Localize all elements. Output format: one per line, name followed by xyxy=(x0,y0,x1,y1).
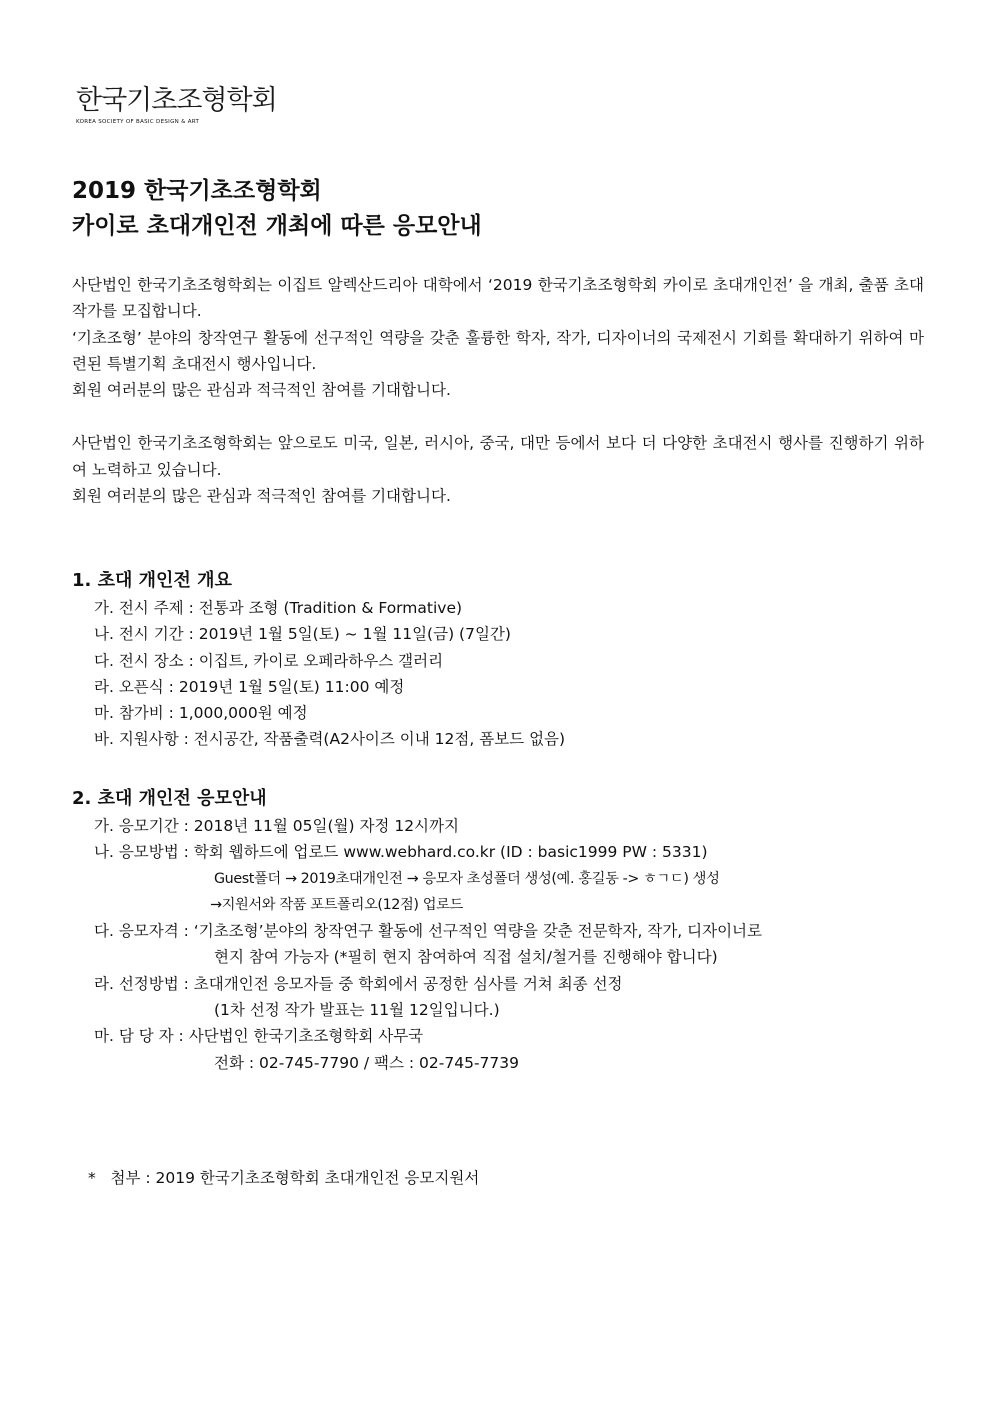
society-logo xyxy=(76,86,277,126)
list-item xyxy=(94,839,762,865)
item-value: 2019년 1월 5일(토) 11:00 예정 xyxy=(178,677,405,696)
item-label: 가. 응모기간 : xyxy=(94,817,194,835)
title-line-1: 2019 한국기초조형학회 xyxy=(72,178,322,204)
item-value: ‘기초조형’분야의 창작연구 활동에 선구적인 역량을 갖춘 전문학자, 작가, 디자이너로 xyxy=(193,922,763,941)
list-item xyxy=(94,1023,762,1049)
item-continuation: Guest폴더 → 2019초대개인전 → 응모자 초성폴더 생성(예. 홍길동 -> ㅎㄱㄷ) 생성 xyxy=(214,870,720,887)
document-title xyxy=(72,174,482,244)
intro-paragraph: 회원 여러분의 많은 관심과 적극적인 참여를 기대합니다. xyxy=(72,487,451,506)
section-heading: 2. 초대 개인전 응모안내 xyxy=(72,788,267,809)
section-application xyxy=(72,786,762,1076)
item-label: 다. 전시 장소 : xyxy=(94,651,199,670)
title-line-2: 카이로 초대개인전 개최에 따른 응모안내 xyxy=(72,213,482,239)
item-label: 나. 응모방법 : xyxy=(94,843,194,862)
section-heading: 1. 초대 개인전 개요 xyxy=(72,570,232,591)
item-value: 1,000,000원 예정 xyxy=(178,704,308,723)
item-value: 전시공간, 작품출력(A2사이즈 이내 12점, 폼보드 없음) xyxy=(193,730,566,749)
list-item xyxy=(94,971,762,997)
item-continuation: 현지 참여 가능자 (*필히 현지 참여하여 직접 설치/철거를 진행해야 합니다) xyxy=(214,948,718,967)
item-continuation: →지원서와 작품 포트폴리오(12점) 업로드 xyxy=(210,896,463,913)
section-overview xyxy=(72,568,565,753)
item-value: 전통과 조형 (Tradition & Formative) xyxy=(198,599,463,617)
item-value: 사단법인 한국기초조형학회 사무국 xyxy=(188,1027,424,1046)
item-value: 학회 웹하드에 업로드 www.webhard.co.kr (ID : basic1999 PW : 5331) xyxy=(193,843,708,862)
item-label: 라. 선정방법 : xyxy=(94,974,194,993)
item-continuation: 전화 : 02-745-7790 / 팩스 : 02-745-7739 xyxy=(214,1053,520,1072)
item-value: 2019년 1월 5일(토) ~ 1월 11일(금) (7일간) xyxy=(198,625,511,644)
intro-paragraph: ‘기초조형’ 분야의 창작연구 활동에 선구적인 역량을 갖춘 훌륭한 학자, 작가, 디자이너의 국제전시 기회를 확대하기 위하여 마련된 특별기획 초대전시 행사입니다. xyxy=(72,328,924,373)
item-label: 마. 참가비 : xyxy=(94,704,179,723)
attachment-note: * 첨부 : 2019 한국기초조형학회 초대개인전 응모지원서 xyxy=(88,1169,480,1187)
list-item xyxy=(94,918,762,944)
item-continuation: (1차 선정 작가 발표는 11월 12일입니다.) xyxy=(214,1001,500,1020)
intro-paragraph: 사단법인 한국기초조형학회는 이집트 알렉산드리아 대학에서 ‘2019 한국기초조형학회 카이로 초대개인전’ 을 개최, 출품 초대작가를 모집합니다. xyxy=(72,276,924,321)
item-label: 바. 지원사항 : xyxy=(94,730,194,749)
item-label: 가. 전시 주제 : xyxy=(94,599,199,617)
item-value: 초대개인전 응모자들 중 학회에서 공정한 심사를 거쳐 최종 선정 xyxy=(193,974,623,993)
list-item xyxy=(94,726,565,752)
logo-subtitle: KOREA SOCIETY OF BASIC DESIGN & ART xyxy=(76,119,200,125)
list-item xyxy=(94,700,565,726)
intro-paragraph: 회원 여러분의 많은 관심과 적극적인 참여를 기대합니다. xyxy=(72,381,451,400)
list-item xyxy=(94,621,565,647)
logo-wordmark: 한국기초조형학회 xyxy=(76,85,277,116)
item-label: 마. 담 당 자 : xyxy=(94,1027,189,1046)
intro-paragraph: 사단법인 한국기초조형학회는 앞으로도 미국, 일본, 러시아, 중국, 대만 등에서 보다 더 다양한 초대전시 행사를 진행하기 위하여 노력하고 있습니다. xyxy=(72,434,924,479)
list-item xyxy=(94,813,762,839)
list-item xyxy=(94,595,565,621)
item-label: 다. 응모자격 : xyxy=(94,922,194,941)
item-label: 나. 전시 기간 : xyxy=(94,625,199,644)
list-item xyxy=(94,674,565,700)
list-item xyxy=(94,648,565,674)
intro-text xyxy=(72,272,924,509)
item-label: 라. 오픈식 : xyxy=(94,677,179,696)
item-value: 이집트, 카이로 오페라하우스 갤러리 xyxy=(198,651,444,670)
item-value: 2018년 11월 05일(월) 자정 12시까지 xyxy=(193,817,459,835)
